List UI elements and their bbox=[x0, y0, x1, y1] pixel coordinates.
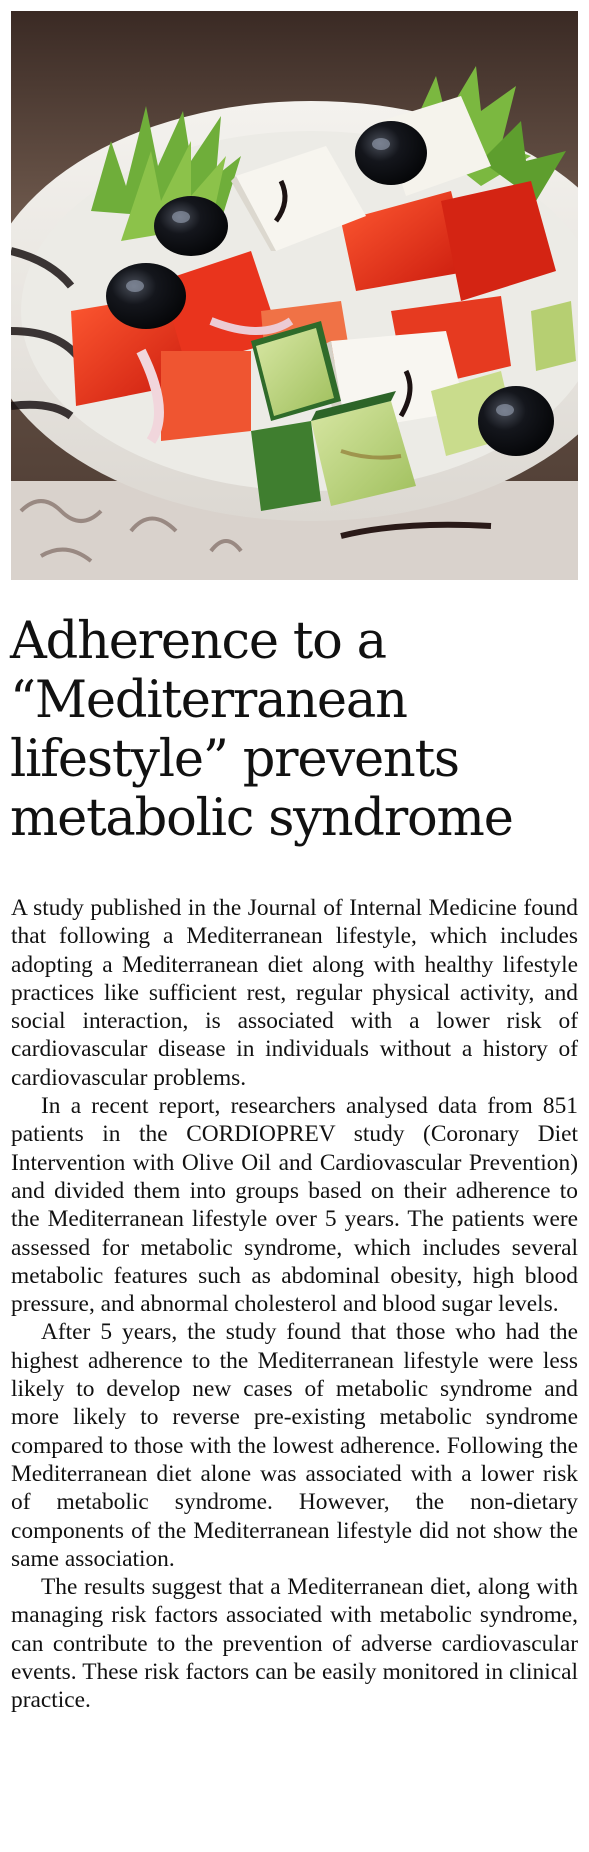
salad-illustration bbox=[11, 11, 578, 580]
headline-line: Adherence to a bbox=[10, 612, 386, 671]
headline-line: “Mediterranean bbox=[10, 671, 407, 730]
salad-photo bbox=[11, 11, 578, 580]
article-paragraph: A study published in the Journal of Internal Medicine found that following a Mediterranean lifestyle, which includes adopting a Mediterranean diet along with healthy lifestyle practices like sufficient rest, regular physical activity, and social interaction, is associated with a lower risk of cardiovascular disease in individuals without a history of cardiovascular problems. bbox=[11, 895, 578, 1091]
headline-line: metabolic syndrome bbox=[10, 789, 513, 848]
article-paragraph: In a recent report, researchers analysed data from 851 patients in the CORDIOPREV study (Coronary Diet Intervention with Olive Oil and Cardiovascular Prevention) and divided them into groups based on their adherence to the Mediterranean lifestyle over 5 years. The patients were assessed for metabolic syndrome, which includes several metabolic features such as abdominal obesity, high blood pressure, and abnormal cholesterol and blood sugar levels. bbox=[11, 1093, 578, 1318]
article-headline bbox=[10, 612, 582, 848]
article-paragraph: After 5 years, the study found that those who had the highest adherence to the Mediterranean lifestyle were less likely to develop new cases of metabolic syndrome and more likely to reverse pre-existing metabolic syndrome compared to those with the lowest adherence. Following the Mediterranean diet alone was associated with a lower risk of metabolic syndrome. However, the non-dietary components of the Mediterranean lifestyle did not show the same association. bbox=[11, 1319, 578, 1572]
article-body bbox=[11, 894, 578, 1715]
article-paragraph: The results suggest that a Mediterranean diet, along with managing risk factors associated with metabolic syndrome, can contribute to the prevention of adverse cardiovascular events. These risk factors can be easily monitored in clinical practice. bbox=[11, 1574, 578, 1714]
headline-line: lifestyle” prevents bbox=[10, 730, 459, 789]
